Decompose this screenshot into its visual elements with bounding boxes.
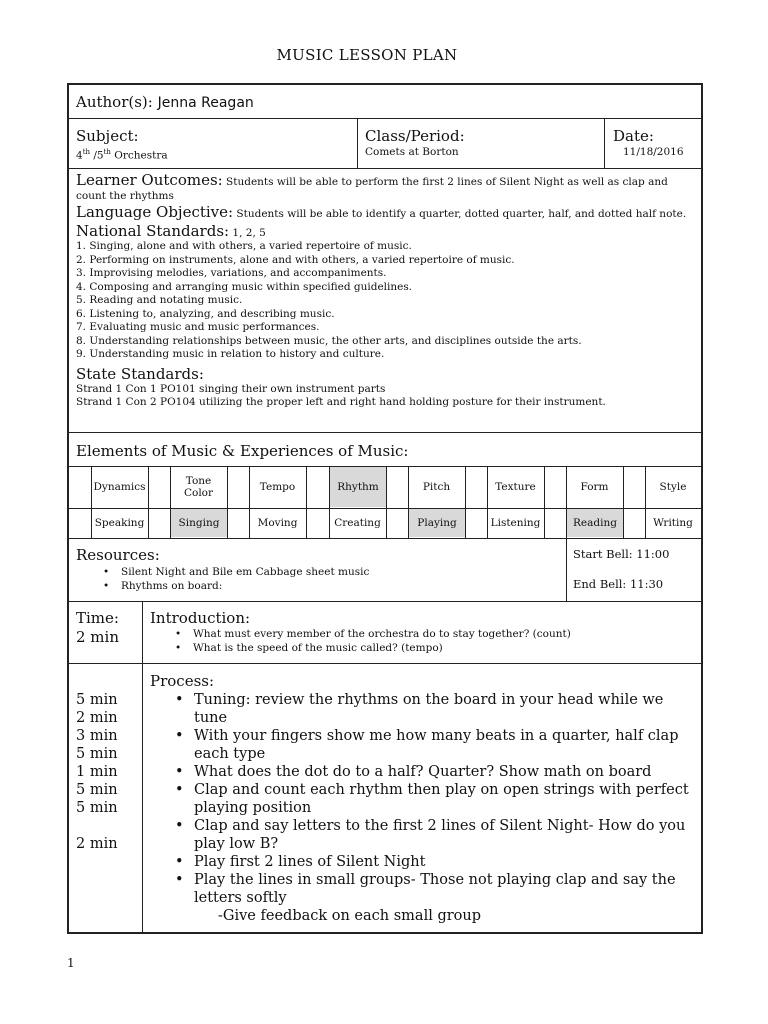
resource-item: • Rhythms on board:: [121, 580, 556, 594]
introduction-row: [69, 602, 701, 664]
subject-row: [69, 119, 701, 169]
lesson-plan-table: [67, 83, 703, 934]
process-time: 5 min: [76, 782, 118, 798]
feedback-note: -Give feedback on each small group: [218, 908, 482, 924]
element-pitch: Pitch: [422, 481, 451, 493]
element-dynamics: Dynamics: [93, 481, 146, 493]
experience-speaking: Speaking: [94, 517, 145, 529]
process-item: • With your fingers show me how many beats in a quarter, half clap each type: [194, 727, 698, 763]
author-row: [69, 85, 701, 119]
process-item: • Tuning: review the rhythms on the board in your head while we tune: [194, 691, 698, 727]
standard-item: 4. Composing and arranging music within specified guidelines.: [76, 280, 413, 293]
introduction-list: [150, 628, 695, 655]
national-standards: [76, 221, 696, 241]
resources-list: [76, 566, 556, 593]
date-value: 11/18/2016: [623, 146, 684, 158]
page-number: 1: [67, 956, 75, 970]
experience-moving: Moving: [257, 517, 298, 529]
state-standards-label: State Standards:: [76, 364, 204, 383]
subject-value: 4th /5th Orchestra: [76, 148, 168, 162]
national-standards-label: National Standards:: [76, 221, 230, 240]
element-rhythm: Rhythm: [330, 467, 386, 507]
learner-outcomes: [76, 171, 696, 203]
standard-item: 3. Improvising melodies, variations, and accompaniments.: [76, 267, 387, 279]
national-standards-list: [76, 240, 696, 362]
national-standards-selected: 1, 2, 5: [232, 226, 266, 239]
process-item: • Play first 2 lines of Silent Night: [194, 853, 698, 871]
language-objective: [76, 203, 696, 222]
start-bell: Start Bell: 11:00: [573, 547, 670, 561]
class-period-label: Class/Period:: [365, 127, 465, 145]
process-item: • Clap and count each rhythm then play on open strings with perfect playing position: [194, 781, 698, 817]
intro-item: • What is the speed of the music called? (tempo): [193, 642, 695, 656]
experience-creating: Creating: [334, 517, 381, 529]
experience-listening: Listening: [490, 517, 541, 529]
author-value: Jenna Reagan: [157, 95, 254, 111]
standard-item: 6. Listening to, analyzing, and describing music.: [76, 307, 335, 320]
process-time: 3 min: [76, 728, 118, 744]
standard-item: 5. Reading and notating music.: [76, 294, 243, 306]
language-objective-label: Language Objective:: [76, 203, 234, 221]
process-row: [69, 664, 701, 932]
experience-singing: Singing: [171, 509, 227, 537]
state-standards-list: [76, 383, 696, 410]
date-label: Date:: [613, 127, 654, 145]
process-time: 1 min: [76, 764, 118, 780]
subject-label: Subject:: [76, 127, 139, 145]
process-time: 5 min: [76, 692, 118, 708]
process-time: 5 min: [76, 746, 118, 762]
process-list: [150, 691, 698, 907]
experience-playing: Playing: [409, 509, 465, 537]
learner-outcomes-label: Learner Outcomes:: [76, 171, 223, 189]
process-time: 2 min: [76, 710, 118, 726]
process-time: [76, 817, 118, 835]
process-item: • Clap and say letters to the first 2 lines of Silent Night- How do you play low B?: [194, 817, 698, 853]
elements-heading: Elements of Music & Experiences of Music:: [76, 442, 409, 460]
process-label: Process:: [150, 672, 215, 690]
language-objective-text: Students will be able to identify a quarter, dotted quarter, half, and dotted half note.: [236, 208, 687, 220]
elements-heading-row: [69, 433, 701, 467]
element-tone-color: Tone Color: [183, 475, 214, 499]
process-item: • Play the lines in small groups- Those not playing clap and say the letters softly: [194, 871, 698, 907]
element-style: Style: [659, 481, 687, 493]
standard-item: 8. Understanding relationships between music, the other arts, and disciplines outside the arts.: [76, 334, 582, 347]
outcomes-section: [69, 169, 701, 433]
element-tempo: Tempo: [259, 481, 296, 493]
time-label: Time:: [76, 609, 119, 627]
element-texture: Texture: [495, 481, 536, 493]
introduction-label: Introduction:: [150, 609, 251, 627]
standard-item: 1. Singing, alone and with others, a varied repertoire of music.: [76, 240, 412, 252]
state-standard-item: Strand 1 Con 1 PO101 singing their own instrument parts: [76, 382, 386, 395]
resources-label: Resources:: [76, 546, 160, 564]
element-form: Form: [580, 481, 609, 493]
standard-item: 7. Evaluating music and music performances.: [76, 321, 320, 333]
state-standard-item: Strand 1 Con 2 PO104 utilizing the proper left and right hand holding posture for their instrument.: [76, 396, 606, 408]
intro-time-value: 2 min: [76, 628, 119, 646]
elements-row: [69, 467, 701, 509]
class-period-value: Comets at Borton: [365, 146, 459, 158]
experience-writing: Writing: [653, 517, 693, 529]
page-title: MUSIC LESSON PLAN: [276, 46, 458, 64]
standard-item: 2. Performing on instruments, alone and with others, a varied repertoire of music.: [76, 253, 515, 266]
process-times: [76, 691, 118, 853]
process-time: 2 min: [76, 836, 118, 852]
resources-row: [69, 539, 701, 602]
author-label: Author(s):: [76, 93, 153, 111]
learner-outcomes-text: Students will be able to perform the first 2 lines of Silent Night as well as clap and count the rhythms: [76, 176, 668, 202]
experiences-row: [69, 509, 701, 539]
experience-reading: Reading: [567, 509, 623, 537]
process-item: • What does the dot do to a half? Quarter? Show math on board: [194, 763, 698, 781]
process-time: 5 min: [76, 800, 118, 816]
resource-item: • Silent Night and Bile em Cabbage sheet music: [121, 566, 556, 580]
intro-item: • What must every member of the orchestra do to stay together? (count): [193, 628, 695, 642]
end-bell: End Bell: 11:30: [573, 577, 664, 591]
standard-item: 9. Understanding music in relation to history and culture.: [76, 348, 385, 360]
